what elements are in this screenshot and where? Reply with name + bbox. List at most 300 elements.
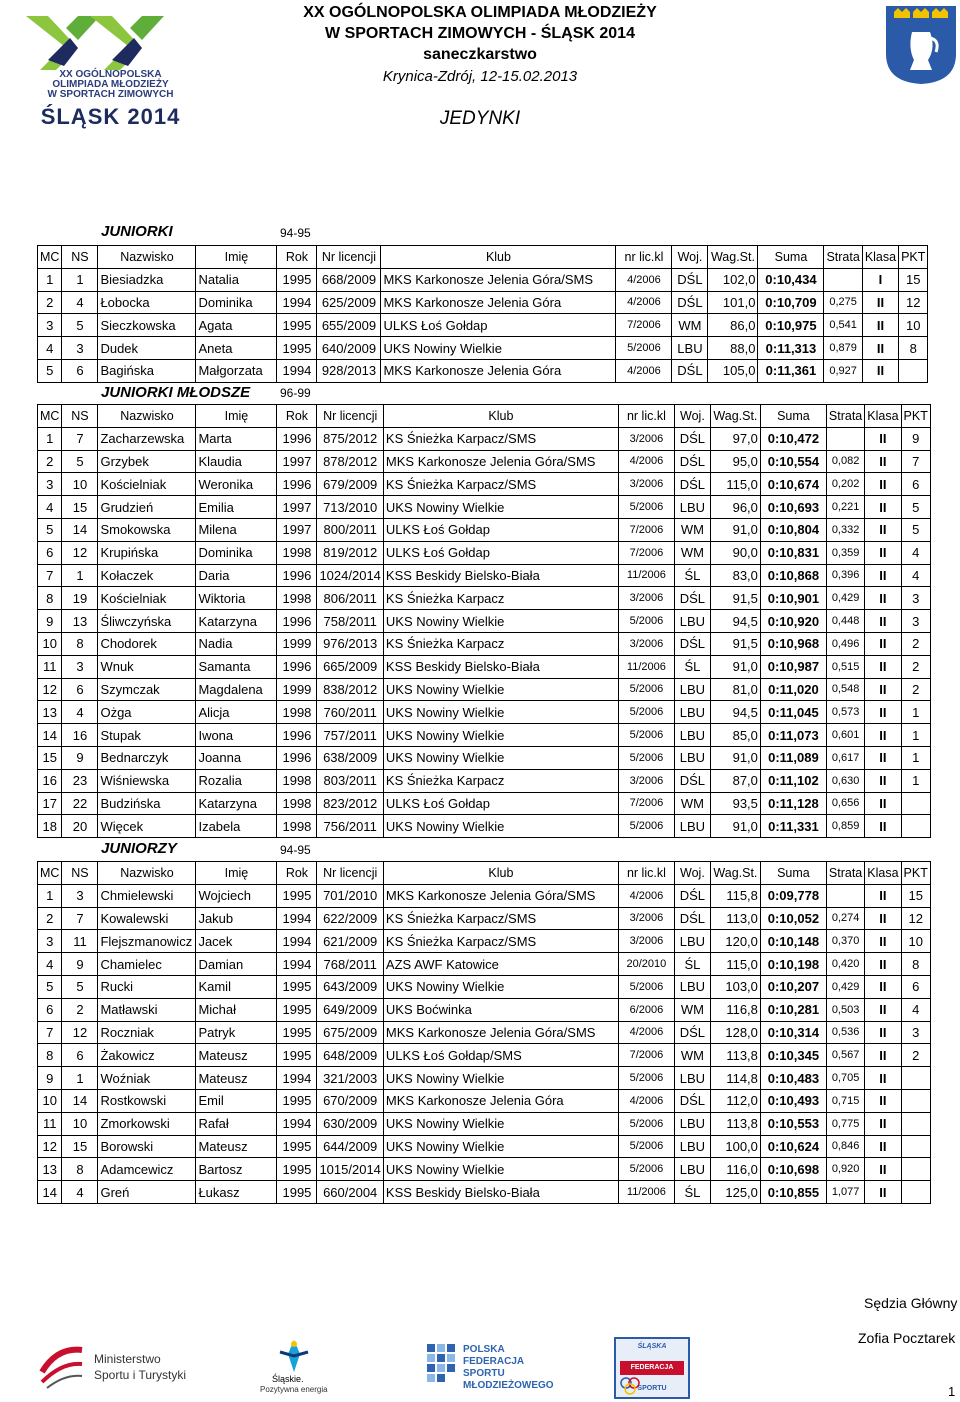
cell-surname: Więcek <box>98 815 196 838</box>
cell-points: 2 <box>901 632 930 655</box>
cell-loss: 0,920 <box>826 1158 864 1181</box>
cell-start-number: 6 <box>62 1044 98 1067</box>
cell-club-license: 5/2006 <box>618 975 674 998</box>
cell-class: II <box>865 769 901 792</box>
cell-weight: 95,0 <box>710 450 760 473</box>
cell-surname: Rostkowski <box>98 1089 196 1112</box>
cell-place: 1 <box>38 268 62 291</box>
cell-loss: 0,656 <box>826 792 864 815</box>
column-header-class: Klasa <box>865 862 901 885</box>
column-header-club: Klub <box>383 405 618 428</box>
column-header-club-license: nr lic.kl <box>618 405 674 428</box>
cell-club-license: 5/2006 <box>618 610 674 633</box>
cell-club-license: 3/2006 <box>618 930 674 953</box>
cell-club: UKS Nowiny Wielkie <box>383 610 618 633</box>
competition-name: JEDYNKI <box>439 108 521 129</box>
cell-club-license: 4/2006 <box>616 359 672 382</box>
cell-first-name: Joanna <box>196 746 277 769</box>
cell-club-license: 3/2006 <box>618 907 674 930</box>
cell-place: 16 <box>38 769 62 792</box>
cell-club: UKS Nowiny Wielkie <box>383 496 618 519</box>
cell-first-name: Iwona <box>196 724 277 747</box>
column-header-place: MC <box>38 862 62 885</box>
cell-points: 6 <box>901 473 930 496</box>
cell-points: 1 <box>901 769 930 792</box>
column-header-club-license: nr lic.kl <box>616 246 672 269</box>
cell-sum: 0:11,361 <box>758 359 824 382</box>
cell-loss: 0,429 <box>826 975 864 998</box>
cell-club: KS Śnieżka Karpacz <box>383 632 618 655</box>
cell-club-license: 3/2006 <box>618 769 674 792</box>
cell-region: LBU <box>674 746 710 769</box>
cell-region: DŚL <box>674 1089 710 1112</box>
cell-club: MKS Karkonosze Jelenia Góra <box>383 1089 618 1112</box>
cell-first-name: Katarzyna <box>196 610 277 633</box>
cell-loss: 0,846 <box>826 1135 864 1158</box>
cell-club: KSS Beskidy Bielsko-Biała <box>383 564 618 587</box>
cell-class: II <box>865 655 901 678</box>
column-header-first-name: Imię <box>196 862 277 885</box>
cell-club-license: 5/2006 <box>618 815 674 838</box>
cell-weight: 94,5 <box>710 701 760 724</box>
cell-club-license: 7/2006 <box>618 1044 674 1067</box>
cell-weight: 91,0 <box>710 655 760 678</box>
cell-surname: Stupak <box>98 724 196 747</box>
cell-region: LBU <box>674 496 710 519</box>
cell-points <box>901 1067 930 1090</box>
slaskie-line1: Śląskie. <box>272 1374 304 1384</box>
cell-place: 3 <box>38 473 62 496</box>
cell-club-license: 5/2006 <box>618 701 674 724</box>
cell-class: II <box>865 953 901 976</box>
cell-region: DŚL <box>674 1021 710 1044</box>
cell-class: II <box>865 678 901 701</box>
column-header-region: Woj. <box>674 862 710 885</box>
cell-loss: 0,927 <box>824 359 862 382</box>
cell-start-number: 13 <box>62 610 98 633</box>
table-row <box>38 610 931 633</box>
table-row <box>38 975 931 998</box>
results-table-juniorzy <box>37 861 931 1204</box>
cell-first-name: Aneta <box>196 337 277 360</box>
cell-place: 6 <box>38 541 62 564</box>
sponsor-pfsm <box>425 1340 565 1395</box>
cell-sum: 0:10,052 <box>760 907 826 930</box>
table-row <box>38 268 928 291</box>
cell-start-number: 15 <box>62 1135 98 1158</box>
cell-sum: 0:09,778 <box>760 884 826 907</box>
cell-points: 3 <box>901 1021 930 1044</box>
cell-surname: Biesiadzka <box>98 268 196 291</box>
cell-first-name: Łukasz <box>196 1181 277 1204</box>
cell-year: 1994 <box>277 1112 317 1135</box>
cell-club: UKS Nowiny Wielkie <box>383 1067 618 1090</box>
table-row <box>38 291 928 314</box>
cell-first-name: Dominika <box>196 541 277 564</box>
cell-year: 1997 <box>277 518 317 541</box>
cell-sum: 0:10,693 <box>760 496 826 519</box>
cell-year: 1998 <box>277 541 317 564</box>
results-table-juniorki-mlodsze <box>37 404 931 838</box>
cell-year: 1999 <box>277 678 317 701</box>
table-row <box>38 1135 931 1158</box>
cell-points: 3 <box>901 587 930 610</box>
cell-weight: 81,0 <box>710 678 760 701</box>
table-row <box>38 496 931 519</box>
cell-loss: 0,567 <box>826 1044 864 1067</box>
cell-start-number: 9 <box>62 746 98 769</box>
cell-start-number: 10 <box>62 1112 98 1135</box>
cell-class: II <box>865 427 901 450</box>
cell-license: 878/2012 <box>317 450 383 473</box>
cell-region: LBU <box>674 930 710 953</box>
cell-region: LBU <box>674 678 710 701</box>
column-header-surname: Nazwisko <box>98 246 196 269</box>
cell-place: 10 <box>38 632 62 655</box>
cell-region: LBU <box>674 610 710 633</box>
ministry-line1: Ministerstwo <box>94 1352 161 1366</box>
cell-year: 1994 <box>277 291 317 314</box>
cell-surname: Krupińska <box>98 541 196 564</box>
cell-first-name: Magdalena <box>196 678 277 701</box>
cell-first-name: Emil <box>196 1089 277 1112</box>
ministry-logo-icon <box>37 1342 87 1392</box>
cell-year: 1998 <box>277 701 317 724</box>
cell-year: 1995 <box>277 314 317 337</box>
cell-club: KS Śnieżka Karpacz/SMS <box>383 907 618 930</box>
cell-club: KS Śnieżka Karpacz/SMS <box>383 473 618 496</box>
cell-loss: 0,396 <box>826 564 864 587</box>
cell-class: II <box>865 746 901 769</box>
cell-start-number: 12 <box>62 541 98 564</box>
cell-weight: 88,0 <box>708 337 758 360</box>
cell-points: 4 <box>901 541 930 564</box>
column-header-club-license: nr lic.kl <box>618 862 674 885</box>
cell-first-name: Agata <box>196 314 277 337</box>
cell-class: II <box>865 496 901 519</box>
cell-club-license: 11/2006 <box>618 655 674 678</box>
cell-points <box>901 1112 930 1135</box>
cell-class: II <box>865 564 901 587</box>
pfsm-line4: MŁODZIEŻOWEGO <box>463 1380 554 1391</box>
cell-place: 4 <box>38 496 62 519</box>
cell-region: DŚL <box>674 632 710 655</box>
cell-club-license: 11/2006 <box>618 1181 674 1204</box>
cell-first-name: Milena <box>196 518 277 541</box>
cell-surname: Dudek <box>98 337 196 360</box>
column-header-region: Woj. <box>672 246 708 269</box>
column-header-start-number: NS <box>62 246 98 269</box>
cell-year: 1995 <box>277 337 317 360</box>
cell-license: 806/2011 <box>317 587 383 610</box>
cell-surname: Adamcewicz <box>98 1158 196 1181</box>
cell-start-number: 5 <box>62 975 98 998</box>
cell-place: 5 <box>38 359 62 382</box>
cell-license: 644/2009 <box>317 1135 383 1158</box>
cell-sum: 0:10,148 <box>760 930 826 953</box>
cell-license: 655/2009 <box>317 314 381 337</box>
cell-license: 800/2011 <box>317 518 383 541</box>
table-row <box>38 815 931 838</box>
cell-year: 1995 <box>277 1044 317 1067</box>
discipline: saneczkarstwo <box>423 46 537 63</box>
cell-loss: 0,420 <box>826 953 864 976</box>
cell-license: 758/2011 <box>317 610 383 633</box>
cell-points: 8 <box>901 953 930 976</box>
cell-points: 1 <box>901 746 930 769</box>
cell-points: 5 <box>901 518 930 541</box>
cell-club-license: 5/2006 <box>618 1135 674 1158</box>
cell-class: II <box>865 792 901 815</box>
cell-sum: 0:10,804 <box>760 518 826 541</box>
cell-club: KS Śnieżka Karpacz/SMS <box>383 930 618 953</box>
cell-place: 2 <box>38 450 62 473</box>
cell-region: LBU <box>674 724 710 747</box>
cell-year: 1996 <box>277 564 317 587</box>
column-header-loss: Strata <box>826 862 864 885</box>
cell-club-license: 4/2006 <box>618 450 674 473</box>
cell-weight: 105,0 <box>708 359 758 382</box>
cell-weight: 87,0 <box>710 769 760 792</box>
cell-start-number: 1 <box>62 268 98 291</box>
cell-first-name: Nadia <box>196 632 277 655</box>
cell-club: UKS Nowiny Wielkie <box>383 1112 618 1135</box>
cell-first-name: Natalia <box>196 268 277 291</box>
cell-license: 928/2013 <box>317 359 381 382</box>
cell-license: 875/2012 <box>317 427 383 450</box>
cell-sum: 0:11,128 <box>760 792 826 815</box>
cell-club: MKS Karkonosze Jelenia Góra/SMS <box>383 1021 618 1044</box>
cell-club-license: 4/2006 <box>618 884 674 907</box>
cell-first-name: Wojciech <box>196 884 277 907</box>
cell-start-number: 10 <box>62 473 98 496</box>
olympiad-xx-icon <box>18 8 203 78</box>
cell-weight: 115,8 <box>710 884 760 907</box>
cell-weight: 97,0 <box>710 427 760 450</box>
cell-year: 1995 <box>277 1089 317 1112</box>
cell-license: 976/2013 <box>317 632 383 655</box>
cell-year: 1998 <box>277 587 317 610</box>
table-row <box>38 998 931 1021</box>
crest-icon <box>884 4 958 86</box>
cell-loss: 0,541 <box>824 314 862 337</box>
cell-weight: 116,8 <box>710 998 760 1021</box>
cell-region: WM <box>674 518 710 541</box>
cell-surname: Żakowicz <box>98 1044 196 1067</box>
cell-club: UKS Nowiny Wielkie <box>383 724 618 747</box>
cell-start-number: 2 <box>62 998 98 1021</box>
cell-loss: 0,705 <box>826 1067 864 1090</box>
table-row <box>38 1089 931 1112</box>
table-row <box>38 884 931 907</box>
cell-first-name: Wiktoria <box>196 587 277 610</box>
cell-club-license: 7/2006 <box>618 792 674 815</box>
cell-license: 679/2009 <box>317 473 383 496</box>
sponsor-slaskie <box>258 1338 338 1398</box>
cell-club-license: 5/2006 <box>618 1158 674 1181</box>
cell-surname: Kowalewski <box>98 907 196 930</box>
cell-surname: Szymczak <box>98 678 196 701</box>
column-header-year: Rok <box>277 246 317 269</box>
cell-points <box>899 359 928 382</box>
cell-club-license: 5/2006 <box>616 337 672 360</box>
cell-sum: 0:10,901 <box>760 587 826 610</box>
krynica-crest <box>884 4 958 86</box>
cell-points <box>901 1135 930 1158</box>
cell-sum: 0:10,709 <box>758 291 824 314</box>
column-header-first-name: Imię <box>196 405 277 428</box>
cell-year: 1999 <box>277 632 317 655</box>
cell-license: 757/2011 <box>317 724 383 747</box>
cell-class: II <box>865 998 901 1021</box>
column-header-club: Klub <box>383 862 618 885</box>
table-row <box>38 473 931 496</box>
cell-year: 1996 <box>277 610 317 633</box>
event-title-line2: W SPORTACH ZIMOWYCH - ŚLĄSK 2014 <box>325 25 635 42</box>
cell-year: 1995 <box>277 268 317 291</box>
cell-club-license: 3/2006 <box>618 587 674 610</box>
cell-surname: Wiśniewska <box>98 769 196 792</box>
ministry-line2: Sportu i Turystyki <box>94 1368 187 1382</box>
cell-start-number: 9 <box>62 953 98 976</box>
cell-place: 12 <box>38 678 62 701</box>
cell-license: 760/2011 <box>317 701 383 724</box>
cell-year: 1997 <box>277 450 317 473</box>
cell-license: 643/2009 <box>317 975 383 998</box>
cell-weight: 128,0 <box>710 1021 760 1044</box>
cell-first-name: Patryk <box>196 1021 277 1044</box>
column-header-points: PKT <box>901 405 930 428</box>
event-title-line1: XX OGÓLNOPOLSKA OLIMPIADA MŁODZIEŻY <box>303 4 657 21</box>
olympic-rings-icon <box>618 1375 642 1399</box>
cell-license: 1024/2014 <box>317 564 383 587</box>
cell-region: ŚL <box>674 655 710 678</box>
cell-region: DŚL <box>674 884 710 907</box>
event-location-date: Krynica-Zdrój, 12-15.02.2013 <box>382 68 578 85</box>
cell-points: 12 <box>901 907 930 930</box>
cell-points: 2 <box>901 1044 930 1067</box>
cell-points <box>901 1158 930 1181</box>
cell-place: 4 <box>38 337 62 360</box>
cell-weight: 115,0 <box>710 953 760 976</box>
cell-loss: 0,548 <box>826 678 864 701</box>
sfs-line2: FEDERACJA <box>620 1361 684 1375</box>
cell-weight: 86,0 <box>708 314 758 337</box>
cell-club: KSS Beskidy Bielsko-Biała <box>383 655 618 678</box>
cell-place: 1 <box>38 427 62 450</box>
cell-region: DŚL <box>674 450 710 473</box>
cell-points: 12 <box>899 291 928 314</box>
cell-club: MKS Karkonosze Jelenia Góra <box>381 359 616 382</box>
cell-loss: 0,715 <box>826 1089 864 1112</box>
cell-license: 803/2011 <box>317 769 383 792</box>
column-header-license: Nr licencji <box>317 246 381 269</box>
cell-loss: 0,775 <box>826 1112 864 1135</box>
cell-year: 1994 <box>277 907 317 930</box>
cell-region: DŚL <box>672 359 708 382</box>
column-header-loss: Strata <box>824 246 862 269</box>
cell-club: KS Śnieżka Karpacz <box>383 587 618 610</box>
page-number: 1 <box>948 1384 956 1399</box>
cell-sum: 0:10,868 <box>760 564 826 587</box>
cell-first-name: Rafał <box>196 1112 277 1135</box>
cell-place: 12 <box>38 1135 62 1158</box>
cell-start-number: 3 <box>62 337 98 360</box>
cell-loss: 0,370 <box>826 930 864 953</box>
cell-surname: Chmielewski <box>98 884 196 907</box>
cell-class: II <box>865 632 901 655</box>
cell-weight: 120,0 <box>710 930 760 953</box>
cell-license: 756/2011 <box>317 815 383 838</box>
cell-year: 1994 <box>277 359 317 382</box>
pfsm-line1: POLSKA <box>463 1344 505 1355</box>
cell-surname: Ożga <box>98 701 196 724</box>
cell-club: AZS AWF Katowice <box>383 953 618 976</box>
cell-club: MKS Karkonosze Jelenia Góra/SMS <box>381 268 616 291</box>
cell-first-name: Izabela <box>196 815 277 838</box>
cell-points: 1 <box>901 701 930 724</box>
table-row <box>38 678 931 701</box>
table-row <box>38 769 931 792</box>
cell-sum: 0:10,472 <box>760 427 826 450</box>
cell-weight: 115,0 <box>710 473 760 496</box>
cell-loss: 0,617 <box>826 746 864 769</box>
table-row <box>38 701 931 724</box>
cell-loss: 0,630 <box>826 769 864 792</box>
cell-loss: 0,202 <box>826 473 864 496</box>
section-years-juniorzy: 94-95 <box>280 843 311 857</box>
slaskie-line2: Pozytywna energia <box>260 1385 328 1394</box>
column-header-class: Klasa <box>862 246 898 269</box>
cell-license: 675/2009 <box>317 1021 383 1044</box>
cell-loss: 0,879 <box>824 337 862 360</box>
cell-year: 1998 <box>277 815 317 838</box>
cell-surname: Śliwczyńska <box>98 610 196 633</box>
cell-class: II <box>865 884 901 907</box>
cell-weight: 94,5 <box>710 610 760 633</box>
cell-sum: 0:10,831 <box>760 541 826 564</box>
cell-weight: 114,8 <box>710 1067 760 1090</box>
cell-surname: Sieczkowska <box>98 314 196 337</box>
cell-loss: 0,221 <box>826 496 864 519</box>
cell-year: 1996 <box>277 655 317 678</box>
table-row <box>38 427 931 450</box>
cell-class: II <box>865 1181 901 1204</box>
column-header-license: Nr licencji <box>317 862 383 885</box>
cell-license: 713/2010 <box>317 496 383 519</box>
cell-sum: 0:10,553 <box>760 1112 826 1135</box>
cell-region: WM <box>674 541 710 564</box>
cell-club: UKS Boćwinka <box>383 998 618 1021</box>
cell-weight: 96,0 <box>710 496 760 519</box>
cell-club-license: 4/2006 <box>618 1021 674 1044</box>
cell-year: 1997 <box>277 496 317 519</box>
cell-class: II <box>862 337 898 360</box>
cell-first-name: Jacek <box>196 930 277 953</box>
cell-loss <box>826 884 864 907</box>
cell-sum: 0:10,624 <box>760 1135 826 1158</box>
cell-surname: Łobocka <box>98 291 196 314</box>
cell-start-number: 8 <box>62 1158 98 1181</box>
cell-first-name: Bartosz <box>196 1158 277 1181</box>
cell-first-name: Michał <box>196 998 277 1021</box>
cell-club: UKS Nowiny Wielkie <box>383 678 618 701</box>
cell-year: 1995 <box>277 1181 317 1204</box>
cell-club-license: 4/2006 <box>616 268 672 291</box>
cell-weight: 103,0 <box>710 975 760 998</box>
cell-year: 1995 <box>277 884 317 907</box>
table-row <box>38 907 931 930</box>
